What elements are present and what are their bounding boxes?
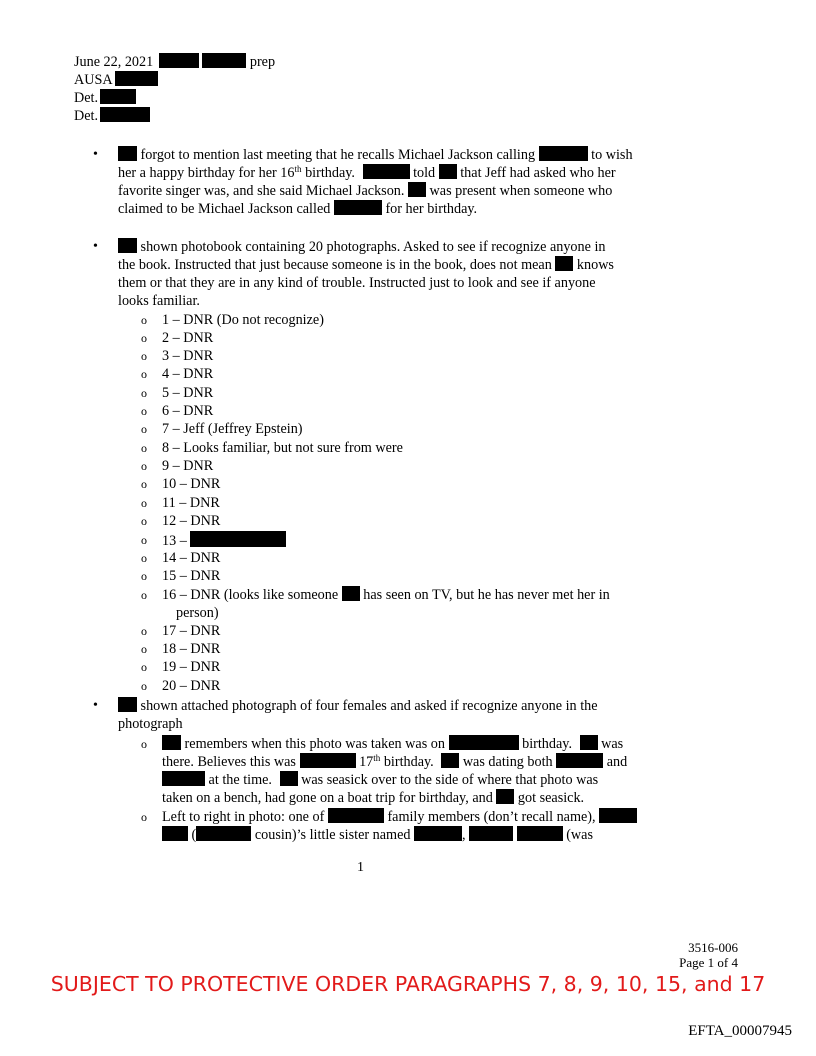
sub-bullet-icon: o bbox=[141, 367, 147, 381]
sub-bullet-icon: o bbox=[141, 569, 147, 583]
redaction-block bbox=[599, 808, 637, 823]
header-det2: Det. bbox=[74, 108, 99, 124]
redaction-block bbox=[190, 531, 286, 547]
text-run: was bbox=[601, 736, 624, 752]
sub-bullet-icon: o bbox=[141, 477, 147, 491]
text-run: 13 – bbox=[162, 533, 187, 549]
sub2-line2 bbox=[162, 826, 593, 844]
text-run: to wish bbox=[591, 147, 633, 163]
photo-item: 18 – DNR bbox=[162, 641, 221, 657]
redaction-block bbox=[202, 53, 246, 68]
para1-line3 bbox=[118, 182, 612, 200]
text-run: was dating both bbox=[462, 754, 553, 770]
redaction-block bbox=[328, 808, 384, 823]
text-run: , bbox=[462, 827, 466, 843]
photo-item-13 bbox=[162, 531, 286, 550]
photo-item: 7 – Jeff (Jeffrey Epstein) bbox=[162, 421, 303, 437]
redaction-block bbox=[159, 53, 199, 68]
photo-item: 3 – DNR bbox=[162, 348, 214, 364]
sub-bullet-icon: o bbox=[141, 459, 147, 473]
redaction-block bbox=[555, 256, 573, 271]
para2-line4 bbox=[118, 292, 200, 310]
header-det1-line bbox=[74, 89, 136, 107]
redaction-block bbox=[342, 586, 360, 601]
text-run: them or that they are in any kind of trouble. Instructed just to look and see if anyone bbox=[118, 275, 596, 291]
reference-code: 3516-006 bbox=[688, 940, 738, 955]
redaction-block bbox=[196, 826, 251, 841]
redaction-block bbox=[439, 164, 457, 179]
photo-item: 5 – DNR bbox=[162, 385, 214, 401]
sub-bullet-icon: o bbox=[141, 386, 147, 400]
header-date-line bbox=[74, 53, 275, 71]
redaction-block bbox=[118, 238, 137, 253]
sub-bullet-icon: o bbox=[141, 349, 147, 363]
para1-line1 bbox=[118, 146, 633, 164]
para1-line2 bbox=[118, 164, 616, 182]
text-run: there. Believes this was bbox=[162, 754, 296, 770]
sub-bullet-icon: o bbox=[141, 404, 147, 418]
text-run: cousin)’s little sister named bbox=[254, 827, 411, 843]
text-run: forgot to mention last meeting that he recalls Michael Jackson calling bbox=[140, 147, 536, 163]
redaction-block bbox=[517, 826, 563, 841]
sub2-line1 bbox=[162, 808, 637, 826]
header-date: June 22, 2021 bbox=[74, 54, 154, 70]
sub-bullet-icon: o bbox=[141, 551, 147, 565]
redaction-block bbox=[469, 826, 513, 841]
text-run: 17 bbox=[359, 754, 374, 770]
sub1-line2 bbox=[162, 753, 627, 771]
photo-item: 17 – DNR bbox=[162, 623, 221, 639]
page-count: Page 1 of 4 bbox=[679, 955, 738, 970]
sub-bullet-icon: o bbox=[141, 624, 147, 638]
para3-line1 bbox=[118, 697, 598, 715]
text-run: shown photobook containing 20 photographs. Asked to see if recognize anyone in bbox=[140, 239, 606, 255]
text-run: 16 – DNR (looks like someone bbox=[162, 587, 339, 603]
text-run: that Jeff had asked who her bbox=[460, 165, 616, 181]
sub-bullet-icon: o bbox=[141, 810, 147, 824]
para2-line1 bbox=[118, 238, 606, 256]
redaction-block bbox=[449, 735, 519, 750]
redaction-block bbox=[414, 826, 462, 841]
redaction-block bbox=[580, 735, 598, 750]
text-run: taken on a bench, had gone on a boat trip for birthday, and bbox=[162, 790, 493, 806]
protective-order-banner: SUBJECT TO PROTECTIVE ORDER PARAGRAPHS 7, 8, 9, 10, 15, and 17 bbox=[50, 972, 766, 996]
text-run: ( bbox=[191, 827, 197, 843]
redaction-block bbox=[539, 146, 588, 161]
text-run: and bbox=[606, 754, 628, 770]
text-run: was present when someone who bbox=[429, 183, 613, 199]
text-run: (was bbox=[566, 827, 593, 843]
text-run: knows bbox=[576, 257, 614, 273]
header-ausa-line bbox=[74, 71, 158, 89]
text-run: looks familiar. bbox=[118, 293, 200, 309]
redaction-block bbox=[100, 107, 150, 122]
redaction-block bbox=[118, 146, 137, 161]
sub-bullet-icon: o bbox=[141, 441, 147, 455]
redaction-block bbox=[408, 182, 426, 197]
photo-item: 20 – DNR bbox=[162, 678, 221, 694]
photo-item: 11 – DNR bbox=[162, 495, 220, 511]
text-run: for her birthday. bbox=[385, 201, 478, 217]
superscript: th bbox=[294, 164, 302, 174]
photo-item: 12 – DNR bbox=[162, 513, 221, 529]
photo-item: 8 – Looks familiar, but not sure from were bbox=[162, 440, 403, 456]
header-ausa: AUSA bbox=[74, 72, 112, 88]
redaction-block bbox=[100, 89, 136, 104]
redaction-block bbox=[162, 826, 188, 841]
sub1-line3 bbox=[162, 771, 598, 789]
sub-bullet-icon: o bbox=[141, 331, 147, 345]
text-run: the book. Instructed that just because someone is in the book, does not mean bbox=[118, 257, 552, 273]
sub-bullet-icon: o bbox=[141, 588, 147, 602]
sub-bullet-icon: o bbox=[141, 533, 147, 547]
text-run: remembers when this photo was taken was on bbox=[184, 736, 445, 752]
bullet-icon: • bbox=[93, 239, 98, 254]
para3-line2: photograph bbox=[118, 716, 183, 732]
redaction-block bbox=[441, 753, 459, 768]
para1-line4 bbox=[118, 200, 477, 218]
bullet-icon: • bbox=[93, 698, 98, 713]
photo-item: 2 – DNR bbox=[162, 330, 214, 346]
redaction-block bbox=[334, 200, 382, 215]
text-run: Left to right in photo: one of bbox=[162, 809, 325, 825]
photo-item: 15 – DNR bbox=[162, 568, 221, 584]
header-prep: prep bbox=[249, 54, 276, 70]
redaction-block bbox=[118, 697, 137, 712]
text-run: family members (don’t recall name), bbox=[387, 809, 596, 825]
text-run: shown attached photograph of four females and asked if recognize anyone in the bbox=[140, 698, 598, 714]
text-run: birthday. bbox=[301, 165, 355, 181]
sub-bullet-icon: o bbox=[141, 642, 147, 656]
page-number: 1 bbox=[357, 860, 364, 875]
superscript: th bbox=[373, 753, 381, 763]
text-run: at the time. bbox=[208, 772, 272, 788]
redaction-block bbox=[363, 164, 410, 179]
text-run: has seen on TV, but he has never met her in bbox=[363, 587, 610, 603]
header-det1: Det. bbox=[74, 90, 99, 106]
photo-item: 4 – DNR bbox=[162, 366, 214, 382]
text-run: got seasick. bbox=[517, 790, 585, 806]
text-run: birthday. bbox=[380, 754, 434, 770]
photo-item: 6 – DNR bbox=[162, 403, 214, 419]
redaction-block bbox=[556, 753, 603, 768]
bates-number: EFTA_00007945 bbox=[688, 1023, 792, 1039]
photo-item: 1 – DNR (Do not recognize) bbox=[162, 312, 324, 328]
text-run: her a happy birthday for her 16 bbox=[118, 165, 295, 181]
photo-item: 9 – DNR bbox=[162, 458, 214, 474]
sub-bullet-icon: o bbox=[141, 660, 147, 674]
photo-item: 14 – DNR bbox=[162, 550, 221, 566]
redaction-block bbox=[162, 771, 205, 786]
redaction-block bbox=[115, 71, 158, 86]
redaction-block bbox=[162, 735, 181, 750]
sub1-line4 bbox=[162, 789, 584, 807]
redaction-block bbox=[280, 771, 298, 786]
photo-item-16 bbox=[162, 586, 610, 604]
header-det2-line bbox=[74, 107, 150, 125]
text-run: told bbox=[413, 165, 436, 181]
bullet-icon: • bbox=[93, 147, 98, 162]
text-run: birthday. bbox=[522, 736, 572, 752]
text-run: was seasick over to the side of where that photo was bbox=[301, 772, 599, 788]
photo-item: 19 – DNR bbox=[162, 659, 221, 675]
sub-bullet-icon: o bbox=[141, 496, 147, 510]
sub1-line1 bbox=[162, 735, 623, 753]
text-run: favorite singer was, and she said Michael Jackson. bbox=[118, 183, 405, 199]
sub-bullet-icon: o bbox=[141, 679, 147, 693]
redaction-block bbox=[496, 789, 514, 804]
sub-bullet-icon: o bbox=[141, 313, 147, 327]
para2-line3 bbox=[118, 274, 596, 292]
sub-bullet-icon: o bbox=[141, 422, 147, 436]
text-run: claimed to be Michael Jackson called bbox=[118, 201, 331, 217]
sub-bullet-icon: o bbox=[141, 737, 147, 751]
photo-item: 10 – DNR bbox=[162, 476, 221, 492]
para2-line2 bbox=[118, 256, 614, 274]
redaction-block bbox=[300, 753, 356, 768]
sub-bullet-icon: o bbox=[141, 514, 147, 528]
photo-item-16-cont: person) bbox=[176, 605, 219, 621]
